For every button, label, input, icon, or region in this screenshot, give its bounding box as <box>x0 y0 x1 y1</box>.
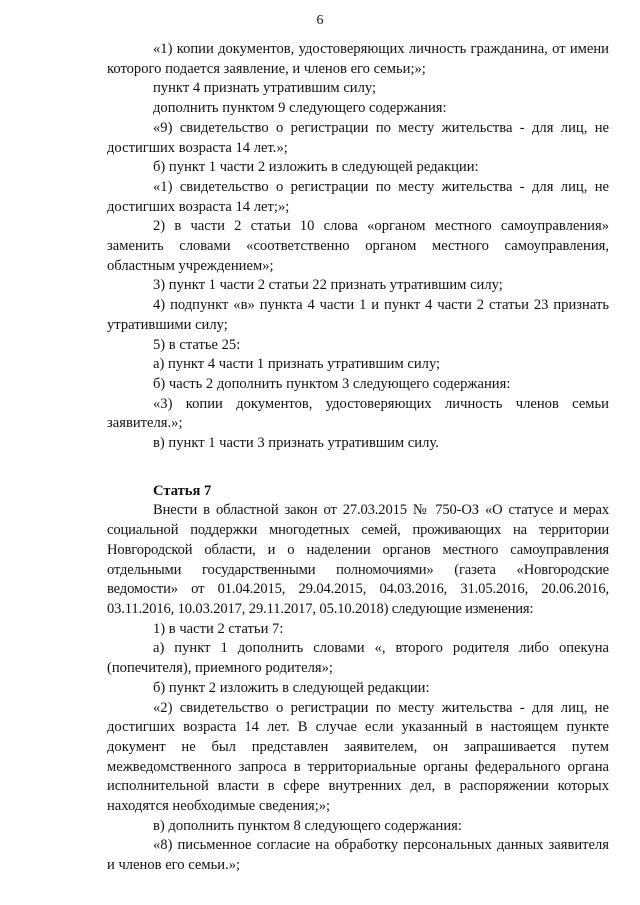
paragraph: а) пункт 1 дополнить словами «, второго родителя либо опекуна (попечителя), приемного родителя»; <box>107 640 609 677</box>
paragraph: «9) свидетельство о регистрации по месту жительства - для лиц, не достигших возраста 14 лет.»; <box>107 119 609 156</box>
paragraph: 2) в части 2 статьи 10 слова «органом местного самоуправления» заменить словами «соответственно органом местного самоуправления, областным учреждением»; <box>107 218 609 274</box>
paragraph: 3) пункт 1 части 2 статьи 22 признать утратившим силу; <box>153 277 503 294</box>
document-body <box>107 40 609 876</box>
paragraph: «1) свидетельство о регистрации по месту жительства - для лиц, не достигших возраста 14 лет;»; <box>107 178 609 215</box>
paragraph: в) пункт 1 части 3 признать утратившим силу. <box>153 435 439 452</box>
paragraph: «1) копии документов, удостоверяющих личность гражданина, от имени которого подается заявление, и членов его семьи;»; <box>107 41 609 77</box>
paragraph: б) пункт 2 изложить в следующей редакции: <box>153 679 430 696</box>
paragraph: 1) в части 2 статьи 7: <box>153 620 284 637</box>
paragraph: 5) в статье 25: <box>153 336 241 353</box>
paragraph: в) дополнить пунктом 8 следующего содержания: <box>153 817 462 834</box>
article-heading: Статья 7 <box>153 482 212 499</box>
paragraph: дополнить пунктом 9 следующего содержания: <box>153 100 447 117</box>
paragraph: пункт 4 признать утратившим силу; <box>153 80 377 97</box>
paragraph: «8) письменное согласие на обработку персональных данных заявителя и членов его семьи.»; <box>107 837 609 874</box>
paragraph: «3) копии документов, удостоверяющих личность членов семьи заявителя.»; <box>107 395 609 432</box>
paragraph: Внести в областной закон от 27.03.2015 № 750-ОЗ «О статусе и мерах социальной поддержки многодетных семей, проживающих на территории Новгородской области, и о наделении органов местного самоуправления отдельными государственными полномочиями» (газета «Новгородские ведомости» от 01.04.2015, 29.04.2015, 04.03.2016, 31.05.2016, 20.06.2016, 03.11.2016, 10.03.2017, 29.11.2017, 05.10.2018) следующие изменения: <box>107 502 609 617</box>
paragraph: б) пункт 1 части 2 изложить в следующей редакции: <box>153 159 479 176</box>
paragraph: 4) подпункт «в» пункта 4 части 1 и пункт 4 части 2 статьи 23 признать утратившими силу; <box>107 297 609 333</box>
paragraph: «2) свидетельство о регистрации по месту жительства - для лиц, не достигших возраста 14 лет. В случае если указанный в настоящем пункте документ не был представлен заявителем, он запрашивается путем межведомственного запроса в территориальные органы федерального органа исполнительной власти в сфере внутренних дел, в распоряжении которых находятся необходимые сведения;»; <box>107 699 609 815</box>
page-number: 6 <box>316 13 324 28</box>
paragraph: а) пункт 4 части 1 признать утратившим силу; <box>153 356 441 373</box>
paragraph: б) часть 2 дополнить пунктом 3 следующего содержания: <box>153 375 511 392</box>
